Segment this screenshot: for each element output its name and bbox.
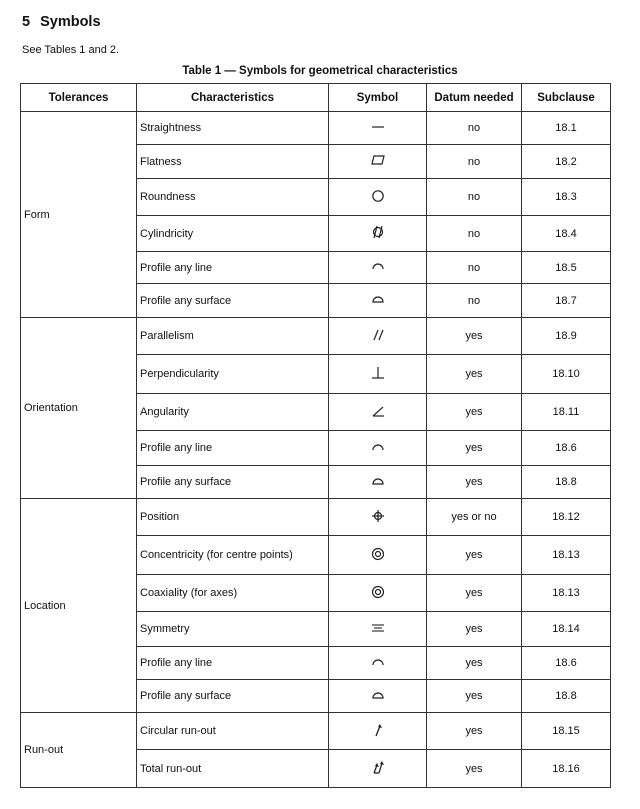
table-row — [21, 318, 611, 355]
symbol-cell — [329, 318, 427, 355]
datum-cell: yes — [427, 647, 522, 680]
characteristic-cell: Circular run-out — [137, 713, 329, 750]
subclause-cell: 18.6 — [522, 431, 611, 466]
characteristic-cell: Profile any surface — [137, 680, 329, 713]
symbol-cell — [329, 284, 427, 318]
characteristic-cell: Cylindricity — [137, 216, 329, 252]
subclause-cell: 18.13 — [522, 575, 611, 612]
subclause-cell: 18.13 — [522, 536, 611, 575]
cylindricity-icon — [369, 223, 387, 241]
tolerance-group-cell: Form — [21, 112, 137, 318]
characteristic-cell: Straightness — [137, 112, 329, 145]
symbol-cell — [329, 216, 427, 252]
subclause-cell: 18.11 — [522, 394, 611, 431]
straightness-icon — [369, 118, 387, 136]
subclause-cell: 18.12 — [522, 499, 611, 536]
symbol-cell — [329, 680, 427, 713]
tolerance-group-cell: Orientation — [21, 318, 137, 499]
table-row — [21, 499, 611, 536]
total-runout-icon — [369, 758, 387, 776]
angularity-icon — [369, 402, 387, 420]
section-heading — [22, 14, 101, 30]
coaxiality-icon — [369, 583, 387, 601]
parallelism-icon — [369, 326, 387, 344]
symbol-cell — [329, 536, 427, 575]
characteristic-cell: Angularity — [137, 394, 329, 431]
table-row — [21, 713, 611, 750]
symbol-cell — [329, 394, 427, 431]
datum-cell: yes — [427, 318, 522, 355]
datum-cell: yes — [427, 713, 522, 750]
datum-cell: yes — [427, 355, 522, 394]
symbol-cell — [329, 355, 427, 394]
subclause-cell: 18.7 — [522, 284, 611, 318]
symbol-cell — [329, 647, 427, 680]
flatness-icon — [369, 151, 387, 169]
subclause-cell: 18.5 — [522, 252, 611, 284]
subclause-cell: 18.6 — [522, 647, 611, 680]
header-symbol: Symbol — [329, 84, 427, 112]
tolerance-group-cell: Run-out — [21, 713, 137, 788]
symbol-cell — [329, 112, 427, 145]
symbol-cell — [329, 612, 427, 647]
characteristic-cell: Total run-out — [137, 750, 329, 788]
section-title: Symbols — [40, 14, 101, 30]
roundness-icon — [369, 187, 387, 205]
symbols-table — [20, 83, 611, 788]
intro-text: See Tables 1 and 2. — [22, 44, 120, 56]
datum-cell: yes — [427, 612, 522, 647]
symbol-cell — [329, 499, 427, 536]
subclause-cell: 18.15 — [522, 713, 611, 750]
characteristic-cell: Roundness — [137, 179, 329, 216]
characteristic-cell: Symmetry — [137, 612, 329, 647]
characteristic-cell: Perpendicularity — [137, 355, 329, 394]
subclause-cell: 18.14 — [522, 612, 611, 647]
datum-cell: yes — [427, 536, 522, 575]
datum-cell: no — [427, 145, 522, 179]
datum-cell: yes — [427, 575, 522, 612]
characteristic-cell: Profile any line — [137, 252, 329, 284]
symbol-cell — [329, 713, 427, 750]
profile-surface-icon — [369, 472, 387, 490]
symbol-cell — [329, 431, 427, 466]
subclause-cell: 18.16 — [522, 750, 611, 788]
characteristic-cell: Profile any line — [137, 431, 329, 466]
datum-cell: yes — [427, 680, 522, 713]
datum-cell: no — [427, 179, 522, 216]
table-row — [21, 112, 611, 145]
header-characteristics: Characteristics — [137, 84, 329, 112]
symbol-cell — [329, 750, 427, 788]
symbol-cell — [329, 179, 427, 216]
characteristic-cell: Coaxiality (for axes) — [137, 575, 329, 612]
perpendicularity-icon — [369, 364, 387, 382]
header-tolerances: Tolerances — [21, 84, 137, 112]
symbol-cell — [329, 252, 427, 284]
profile-line-icon — [369, 257, 387, 275]
characteristic-cell: Flatness — [137, 145, 329, 179]
characteristic-cell: Concentricity (for centre points) — [137, 536, 329, 575]
subclause-cell: 18.4 — [522, 216, 611, 252]
datum-cell: no — [427, 112, 522, 145]
datum-cell: yes — [427, 431, 522, 466]
characteristic-cell: Parallelism — [137, 318, 329, 355]
subclause-cell: 18.8 — [522, 680, 611, 713]
profile-line-icon — [369, 438, 387, 456]
circular-runout-icon — [369, 721, 387, 739]
position-icon — [369, 507, 387, 525]
datum-cell: yes — [427, 394, 522, 431]
characteristic-cell: Position — [137, 499, 329, 536]
symmetry-icon — [369, 619, 387, 637]
characteristic-cell: Profile any surface — [137, 284, 329, 318]
datum-cell: no — [427, 216, 522, 252]
table-caption: Table 1 — Symbols for geometrical characteristics — [182, 65, 458, 77]
subclause-cell: 18.2 — [522, 145, 611, 179]
datum-cell: yes — [427, 466, 522, 499]
datum-cell: no — [427, 252, 522, 284]
datum-cell: no — [427, 284, 522, 318]
subclause-cell: 18.1 — [522, 112, 611, 145]
tolerance-group-cell: Location — [21, 499, 137, 713]
profile-surface-icon — [369, 290, 387, 308]
symbol-cell — [329, 466, 427, 499]
profile-line-icon — [369, 653, 387, 671]
subclause-cell: 18.3 — [522, 179, 611, 216]
section-number: 5 — [22, 14, 31, 30]
subclause-cell: 18.10 — [522, 355, 611, 394]
header-datum: Datum needed — [427, 84, 522, 112]
subclause-cell: 18.8 — [522, 466, 611, 499]
table-header-row — [21, 84, 611, 112]
symbol-cell — [329, 145, 427, 179]
symbol-cell — [329, 575, 427, 612]
characteristic-cell: Profile any line — [137, 647, 329, 680]
datum-cell: yes — [427, 750, 522, 788]
header-subclause: Subclause — [522, 84, 611, 112]
subclause-cell: 18.9 — [522, 318, 611, 355]
concentricity-icon — [369, 545, 387, 563]
datum-cell: yes or no — [427, 499, 522, 536]
profile-surface-icon — [369, 686, 387, 704]
characteristic-cell: Profile any surface — [137, 466, 329, 499]
